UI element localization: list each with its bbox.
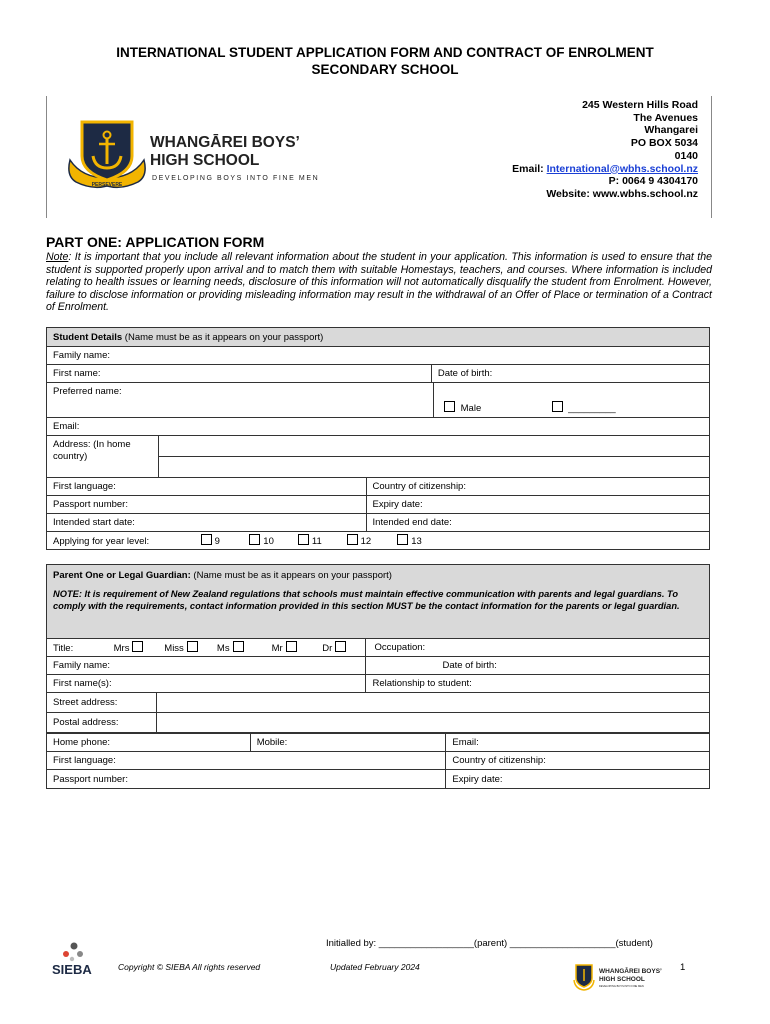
year-11-checkbox[interactable] bbox=[298, 534, 309, 545]
title-dr-label: Dr bbox=[322, 643, 333, 654]
student-details-table-2 bbox=[46, 477, 710, 550]
parent-details-header bbox=[47, 565, 710, 639]
year-9-checkbox[interactable] bbox=[201, 534, 212, 545]
student-family-name-field[interactable]: Family name: bbox=[47, 347, 710, 365]
initialled-by-line: Initialled by: __________________(parent) ____________________(student) bbox=[326, 938, 653, 949]
parent-family-name-field[interactable]: Family name: bbox=[47, 657, 366, 675]
address-phone: P: 0064 9 4304170 bbox=[608, 175, 698, 188]
parent-citizenship-field[interactable]: Country of citizenship: bbox=[446, 752, 710, 770]
student-address-label: Address: (In home country) bbox=[47, 436, 159, 478]
parent-first-names-field[interactable]: First name(s): bbox=[47, 675, 366, 693]
student-dob-field[interactable]: Date of birth: bbox=[431, 365, 709, 383]
parent-occupation-label: Occupation: bbox=[374, 642, 426, 653]
email-label: Email: bbox=[512, 162, 547, 175]
address-suburb: The Avenues bbox=[633, 111, 698, 124]
svg-text:PERSEVERE: PERSEVERE bbox=[91, 182, 123, 188]
parent-mobile-field[interactable]: Mobile: bbox=[250, 734, 446, 752]
year-9-label: 9 bbox=[214, 536, 220, 547]
male-checkbox[interactable] bbox=[444, 401, 455, 412]
note-label: Note bbox=[46, 251, 69, 263]
school-name-line2: HIGH SCHOOL bbox=[150, 152, 260, 169]
year-10-checkbox[interactable] bbox=[249, 534, 260, 545]
student-email-field[interactable]: Email: bbox=[47, 418, 710, 436]
parent-postal-label: Postal address: bbox=[47, 713, 157, 733]
year-level-row bbox=[47, 532, 710, 550]
parent-home-phone-field[interactable]: Home phone: bbox=[47, 734, 251, 752]
gender-options bbox=[441, 401, 616, 414]
parent-details-table-2 bbox=[46, 733, 710, 789]
parent-note: NOTE: It is requirement of New Zealand regulations that schools must maintain effective communication with parents and legal guardians. To comply with the requirements, contact information provided in this section MUST be the contact information for the parents or legal guardian. bbox=[53, 589, 680, 611]
sieba-logo-icon bbox=[52, 940, 112, 984]
address-po-box: PO BOX 5034 bbox=[630, 137, 698, 150]
footer-school-logo-icon bbox=[572, 962, 672, 992]
form-title bbox=[40, 44, 730, 78]
title-ms-checkbox[interactable] bbox=[233, 641, 244, 652]
parent-details-table bbox=[46, 564, 710, 733]
student-end-date-field[interactable]: Intended end date: bbox=[366, 514, 709, 532]
parent-street-field[interactable] bbox=[156, 693, 709, 713]
school-name-line1: WHANGĀREI BOYS’ bbox=[150, 134, 300, 151]
parent-occupation-field[interactable] bbox=[366, 639, 710, 657]
student-details-table bbox=[46, 327, 710, 478]
title-mr-checkbox[interactable] bbox=[286, 641, 297, 652]
student-passport-field[interactable]: Passport number: bbox=[47, 496, 367, 514]
student-citizenship-field[interactable]: Country of citizenship: bbox=[366, 478, 709, 496]
title-miss-checkbox[interactable] bbox=[187, 641, 198, 652]
title-mr-label: Mr bbox=[271, 643, 283, 654]
year-13-label: 13 bbox=[411, 536, 422, 547]
student-preferred-name-row bbox=[47, 383, 710, 418]
address-website[interactable]: Website: www.wbhs.school.nz bbox=[546, 187, 698, 200]
student-start-date-field[interactable]: Intended start date: bbox=[47, 514, 367, 532]
parent-header-title: Parent One or Legal Guardian: (Name must be as it appears on your passport) bbox=[53, 570, 392, 581]
address-email-row bbox=[512, 163, 698, 176]
title-mrs-label: Mrs bbox=[113, 643, 130, 654]
parent-passport-field[interactable]: Passport number: bbox=[47, 770, 446, 789]
student-preferred-name-field[interactable]: Preferred name: bbox=[53, 386, 122, 397]
form-title-line1: INTERNATIONAL STUDENT APPLICATION FORM AND CONTRACT OF ENROLMENT bbox=[116, 45, 654, 60]
title-miss-label: Miss bbox=[164, 643, 184, 654]
parent-title-label: Title: bbox=[53, 643, 74, 654]
copyright: Copyright © SIEBA All rights reserved bbox=[118, 962, 261, 972]
part-one-note bbox=[46, 251, 712, 314]
student-address-line1[interactable] bbox=[159, 436, 710, 457]
parent-first-language-field[interactable]: First language: bbox=[47, 752, 446, 770]
year-level-label: Applying for year level: bbox=[53, 536, 150, 547]
parent-relationship-field[interactable]: Relationship to student: bbox=[366, 675, 710, 693]
parent-email-field[interactable]: Email: bbox=[446, 734, 710, 752]
year-13-checkbox[interactable] bbox=[397, 534, 408, 545]
address-city: Whangarei bbox=[644, 124, 698, 137]
svg-text:SIEBA: SIEBA bbox=[52, 962, 92, 977]
parent-street-label: Street address: bbox=[47, 693, 157, 713]
student-first-language-field[interactable]: First language: bbox=[47, 478, 367, 496]
svg-text:WHANGĀREI BOYS’: WHANGĀREI BOYS’ bbox=[599, 968, 662, 975]
student-first-name-field[interactable]: First name: bbox=[47, 365, 432, 383]
email-link[interactable]: International@wbhs.school.nz bbox=[546, 162, 698, 175]
note-text: : It is important that you include all relevant information about the student in your application. This information is used to ensure that the student is supported properly upon arrival and to match them with suitable Homestays, teachers, and courses. Where information is included relating to health issues or learning needs, disclosure of this information will not automatically disqualify the student from Enrolment. However, failure to disclose information or providing misleading information may result in the withdrawal of an Offer of Place or termination of a Contract of Enrolment. bbox=[46, 251, 712, 314]
school-motto: DEVELOPING BOYS INTO FINE MEN bbox=[152, 175, 320, 182]
parent-expiry-field[interactable]: Expiry date: bbox=[446, 770, 710, 789]
title-mrs-checkbox[interactable] bbox=[132, 641, 143, 652]
svg-text:DEVELOPING BOYS INTO FINE MEN: DEVELOPING BOYS INTO FINE MEN bbox=[599, 985, 644, 988]
year-11-label: 11 bbox=[311, 536, 322, 547]
parent-postal-field[interactable] bbox=[156, 713, 709, 733]
student-expiry-field[interactable]: Expiry date: bbox=[366, 496, 709, 514]
year-12-label: 12 bbox=[360, 536, 372, 547]
year-10-label: 10 bbox=[263, 536, 274, 547]
title-ms-label: Ms bbox=[216, 643, 230, 654]
male-label: Male bbox=[460, 403, 482, 414]
page-number: 1 bbox=[680, 962, 686, 973]
school-name bbox=[150, 134, 300, 170]
student-details-header: Student Details (Name must be as it appears on your passport) bbox=[47, 328, 710, 347]
title-dr-checkbox[interactable] bbox=[335, 641, 346, 652]
svg-text:HIGH SCHOOL: HIGH SCHOOL bbox=[599, 976, 645, 983]
school-crest-icon bbox=[62, 116, 152, 192]
parent-dob-field[interactable]: Date of birth: bbox=[366, 657, 710, 675]
student-address-line2[interactable] bbox=[159, 457, 710, 478]
address-postcode: 0140 bbox=[674, 149, 698, 162]
school-address bbox=[512, 99, 698, 201]
part-one-heading: PART ONE: APPLICATION FORM bbox=[46, 234, 265, 250]
year-12-checkbox[interactable] bbox=[347, 534, 358, 545]
other-gender-checkbox[interactable] bbox=[552, 401, 563, 412]
updated-date: Updated February 2024 bbox=[330, 962, 420, 972]
other-gender-blank: _________ bbox=[568, 403, 616, 414]
form-title-line2: SECONDARY SCHOOL bbox=[311, 62, 459, 77]
parent-title-row bbox=[47, 639, 366, 657]
address-street: 245 Western Hills Road bbox=[582, 99, 698, 111]
